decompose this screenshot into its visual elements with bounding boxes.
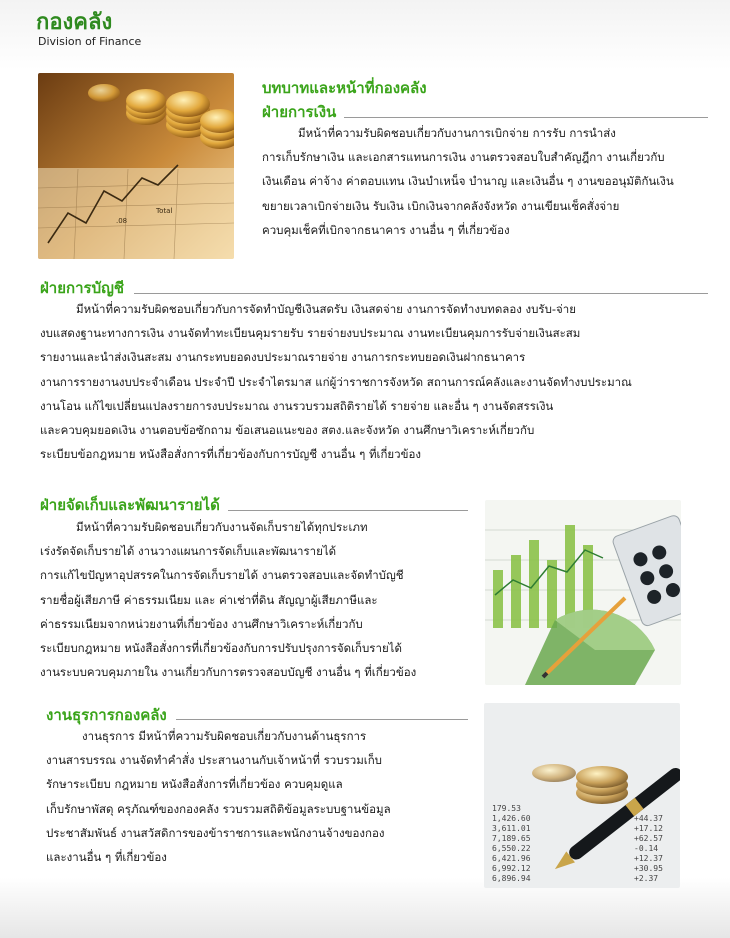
revenue-divider xyxy=(228,510,468,511)
revenue-line: เร่งรัดจัดเก็บรายได้ งานวางแผนการจัดเก็บและพัฒนารายได้ xyxy=(40,544,337,559)
svg-text:+30.95: +30.95 xyxy=(634,864,663,873)
admin-line: งานธุรการ มีหน้าที่ความรับผิดชอบเกี่ยวกับงานด้านธุรการ xyxy=(82,729,367,743)
pen-coins-photo xyxy=(484,703,680,888)
revenue-line: การแก้ไขปัญหาอุปสรรคในการจัดเก็บรายได้ งานตรวจสอบและจัดทำบัญชี xyxy=(40,568,404,583)
admin-line: และงานอื่น ๆ ที่เกี่ยวข้อง xyxy=(46,850,167,865)
svg-text:7,189.65: 7,189.65 xyxy=(492,834,531,843)
accounting-heading: ฝ่ายการบัญชี xyxy=(40,279,125,297)
svg-text:6,896.94: 6,896.94 xyxy=(492,874,531,883)
intro-heading: บทบาทและหน้าที่กองคลัง xyxy=(262,79,427,97)
finance-line: การเก็บรักษาเงิน และเอกสารแทนการเงิน งานตรวจสอบใบสำคัญฎีกา งานเกี่ยวกับ xyxy=(262,150,665,165)
svg-text:6,421.96: 6,421.96 xyxy=(492,854,531,863)
finance-line: ควบคุมเช็คที่เบิกจากธนาคาร งานอื่น ๆ ที่เกี่ยวข้อง xyxy=(262,222,510,237)
svg-text:+12.37: +12.37 xyxy=(634,854,663,863)
finance-line: เงินเดือน ค่าจ้าง ค่าตอบแทน เงินบำเหน็จ บำนาญ และเงินอื่น ๆ งานขออนุมัติกันเงิน xyxy=(262,174,674,189)
accounting-divider xyxy=(134,293,708,294)
accounting-text xyxy=(40,297,632,466)
revenue-heading: ฝ่ายจัดเก็บและพัฒนารายได้ xyxy=(40,496,220,514)
admin-text xyxy=(46,724,391,869)
revenue-line: ค่าธรรมเนียมจากหน่วยงานที่เกี่ยวข้อง งานศึกษาวิเคราะห์เกี่ยวกับ xyxy=(40,616,363,631)
accounting-line: ระเบียบข้อกฎหมาย หนังสือสั่งการที่เกี่ยวข้องกับการบัญชี งานอื่น ๆ ที่เกี่ยวข้อง xyxy=(40,447,422,462)
finance-heading: ฝ่ายการเงิน xyxy=(262,103,337,121)
finance-text xyxy=(262,121,674,242)
accounting-line: และควบคุมยอดเงิน งานตอบข้อซักถาม ข้อเสนอแนะของ สตง.และจังหวัด งานศึกษาวิเคราะห์เกี่ยวกับ xyxy=(40,423,535,438)
accounting-line: รายงานและนำส่งเงินสะสม งานกระทบยอดงบประมาณรายจ่าย งานการกระทบยอดเงินฝากธนาคาร xyxy=(40,350,526,365)
svg-text:+2.37: +2.37 xyxy=(634,874,659,883)
svg-text:6,550.22: 6,550.22 xyxy=(492,844,531,853)
svg-text:1,426.60: 1,426.60 xyxy=(492,814,531,823)
revenue-line: มีหน้าที่ความรับผิดชอบเกี่ยวกับงานจัดเก็บรายได้ทุกประเภท xyxy=(76,520,368,534)
admin-heading: งานธุรการกองคลัง xyxy=(46,706,167,724)
finance-divider xyxy=(344,117,708,118)
accounting-line: งานโอน แก้ไขเปลี่ยนแปลงรายการงบประมาณ งานรวบรวมสถิติรายได้ รายจ่าย และอื่น ๆ งานจัดสรรเงิน xyxy=(40,398,554,413)
revenue-line: รายชื่อผู้เสียภาษี ค่าธรรมเนียม และ ค่าเช่าที่ดิน สัญญาผู้เสียภาษีและ xyxy=(40,592,378,607)
admin-line: รักษาระเบียบ กฎหมาย หนังสือสั่งการที่เกี่ยวข้อง ควบคุมดูแล xyxy=(46,777,343,792)
svg-text:+44.37: +44.37 xyxy=(634,814,663,823)
admin-line: ประชาสัมพันธ์ งานสวัสดิการของข้าราชการและพนักงานจ้างของกอง xyxy=(46,825,385,840)
svg-text:+62.57: +62.57 xyxy=(634,834,663,843)
svg-text:-0.14: -0.14 xyxy=(634,844,659,853)
accounting-line: งบแสดงฐานะทางการเงิน งานจัดทำทะเบียนคุมรายรับ รายจ่ายงบประมาณ งานทะเบียนคุมการรับจ่ายเงินสะสม xyxy=(40,326,581,341)
revenue-line: ระเบียบกฎหมาย หนังสือสั่งการที่เกี่ยวข้องกับการปรับปรุงการจัดเก็บรายได้ xyxy=(40,641,402,656)
bar-chart-photo xyxy=(485,500,681,685)
admin-divider xyxy=(176,719,468,720)
revenue-text xyxy=(40,515,416,684)
svg-text:3,611.01: 3,611.01 xyxy=(492,824,531,833)
coins-chart-photo xyxy=(38,73,234,259)
finance-line: มีหน้าที่ความรับผิดชอบเกี่ยวกับงานการเบิกจ่าย การรับ การนำส่ง xyxy=(298,126,616,140)
svg-text:Total: Total xyxy=(156,207,173,215)
admin-line: เก็บรักษาพัสดุ ครุภัณฑ์ของกองคลัง รวบรวมสถิติข้อมูลระบบฐานข้อมูล xyxy=(46,801,391,816)
accounting-line: งานการรายงานงบประจำเดือน ประจำปี ประจำไตรมาส แก่ผู้ว่าราชการจังหวัด สถานการณ์คลังและงานจัดทำงบประมาณ xyxy=(40,374,632,389)
svg-text:.08: .08 xyxy=(116,217,128,225)
admin-line: งานสารบรรณ งานจัดทำคำสั่ง ประสานงานกับเจ้าหน้าที่ รวบรวมเก็บ xyxy=(46,753,382,768)
page-subtitle: Division of Finance xyxy=(38,35,142,48)
svg-text:6,992.12: 6,992.12 xyxy=(492,864,531,873)
accounting-line: มีหน้าที่ความรับผิดชอบเกี่ยวกับการจัดทำบัญชีเงินสดรับ เงินสดจ่าย งานการจัดทำงบทดลอง งบรับ-จ่าย xyxy=(76,302,576,316)
svg-text:179.53: 179.53 xyxy=(492,804,521,813)
revenue-line: งานระบบควบคุมภายใน งานเกี่ยวกับการตรวจสอบบัญชี งานอื่น ๆ ที่เกี่ยวข้อง xyxy=(40,665,417,680)
page-title: กองคลัง xyxy=(36,10,113,35)
svg-text:+17.12: +17.12 xyxy=(634,824,663,833)
finance-line: ขยายเวลาเบิกจ่ายเงิน รับเงิน เบิกเงินจากคลังจังหวัด งานเขียนเช็คสั่งจ่าย xyxy=(262,198,620,213)
